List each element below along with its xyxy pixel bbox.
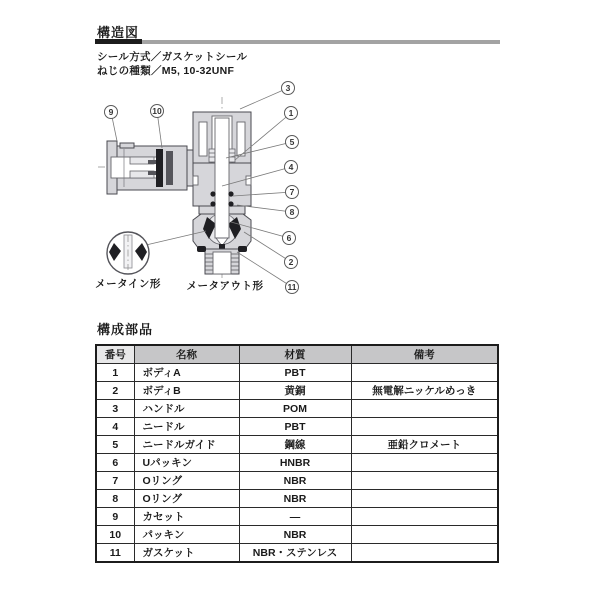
table-cell: NBR <box>239 526 351 544</box>
seal-method-line: シール方式／ガスケットシール <box>97 51 248 63</box>
table-cell: ボディB <box>134 382 239 400</box>
callout-9 <box>105 106 118 119</box>
table-cell <box>351 364 498 382</box>
table-cell: 5 <box>96 436 134 454</box>
table-row <box>96 526 498 544</box>
parts-table <box>95 344 499 563</box>
table-header-row <box>96 345 498 364</box>
callout-11 <box>286 281 299 294</box>
callout-1-label: 1 <box>288 108 294 118</box>
table-cell: POM <box>239 400 351 418</box>
callout-2-label: 2 <box>288 257 294 267</box>
callout-4-label: 4 <box>288 162 294 172</box>
table-cell <box>351 454 498 472</box>
callout-2 <box>285 256 298 269</box>
thread-type-line: ねじの種類／M5, 10-32UNF <box>97 64 235 77</box>
callout-3-label: 3 <box>285 83 291 93</box>
table-cell: ハンドル <box>134 400 239 418</box>
table-cell: Oリング <box>134 472 239 490</box>
table-cell: カセット <box>134 508 239 526</box>
parts-table-body <box>96 364 498 563</box>
table-cell: — <box>239 508 351 526</box>
callout-11-label: 11 <box>287 282 297 292</box>
table-row <box>96 544 498 563</box>
table-row <box>96 490 498 508</box>
table-row <box>96 382 498 400</box>
callout-8-label: 8 <box>289 207 295 217</box>
callout-9-label: 9 <box>108 107 114 117</box>
col-header-remarks: 備考 <box>351 345 498 364</box>
callout-1 <box>285 107 298 120</box>
table-cell: 無電解ニッケルめっき <box>351 382 498 400</box>
table-cell: 10 <box>96 526 134 544</box>
table-cell: Oリング <box>134 490 239 508</box>
table-cell: 鋼線 <box>239 436 351 454</box>
callout-3 <box>282 82 295 95</box>
table-cell: NBR <box>239 490 351 508</box>
meter-in-label: メータイン形 <box>95 278 161 290</box>
callout-5 <box>286 136 299 149</box>
table-cell: ガスケット <box>134 544 239 563</box>
callout-6-label: 6 <box>286 233 292 243</box>
callout-7-label: 7 <box>289 187 295 197</box>
table-cell: HNBR <box>239 454 351 472</box>
callout-10-label: 10 <box>152 106 162 116</box>
table-cell: ニードルガイド <box>134 436 239 454</box>
parts-section-title: 構成部品 <box>97 322 154 337</box>
callout-4 <box>285 161 298 174</box>
table-row <box>96 436 498 454</box>
table-cell: 8 <box>96 490 134 508</box>
horizontal-fitting-cross-section <box>107 141 199 194</box>
table-cell: 亜鉛クロメート <box>351 436 498 454</box>
table-cell <box>351 472 498 490</box>
vertical-body-cross-section <box>193 112 251 274</box>
table-cell <box>351 544 498 563</box>
table-cell: 9 <box>96 508 134 526</box>
table-cell: 黄銅 <box>239 382 351 400</box>
table-cell: PBT <box>239 364 351 382</box>
table-row <box>96 418 498 436</box>
table-cell <box>351 418 498 436</box>
table-row <box>96 364 498 382</box>
callout-5-label: 5 <box>289 137 295 147</box>
table-row <box>96 508 498 526</box>
callout-7 <box>286 186 299 199</box>
table-cell <box>351 508 498 526</box>
table-cell <box>351 400 498 418</box>
table-cell: 3 <box>96 400 134 418</box>
table-cell: ニードル <box>134 418 239 436</box>
table-cell: 6 <box>96 454 134 472</box>
table-cell: 11 <box>96 544 134 563</box>
table-cell <box>351 526 498 544</box>
meter-in-detail-view <box>107 231 206 274</box>
col-header-number: 番号 <box>96 345 134 364</box>
table-row <box>96 472 498 490</box>
table-row <box>96 454 498 472</box>
table-cell: パッキン <box>134 526 239 544</box>
callout-10 <box>151 105 164 118</box>
table-cell: 1 <box>96 364 134 382</box>
table-cell: ボディA <box>134 364 239 382</box>
table-cell: NBR <box>239 472 351 490</box>
table-cell: 7 <box>96 472 134 490</box>
table-row <box>96 400 498 418</box>
meter-out-label: メータアウト形 <box>186 280 264 292</box>
table-cell: 4 <box>96 418 134 436</box>
table-cell: NBR・ステンレス <box>239 544 351 563</box>
table-cell: 2 <box>96 382 134 400</box>
callout-8 <box>286 206 299 219</box>
callout-6 <box>283 232 296 245</box>
table-cell: PBT <box>239 418 351 436</box>
table-cell: Uパッキン <box>134 454 239 472</box>
col-header-name: 名称 <box>134 345 239 364</box>
col-header-material: 材質 <box>239 345 351 364</box>
structure-section-title: 構造図 <box>97 25 140 40</box>
table-cell <box>351 490 498 508</box>
